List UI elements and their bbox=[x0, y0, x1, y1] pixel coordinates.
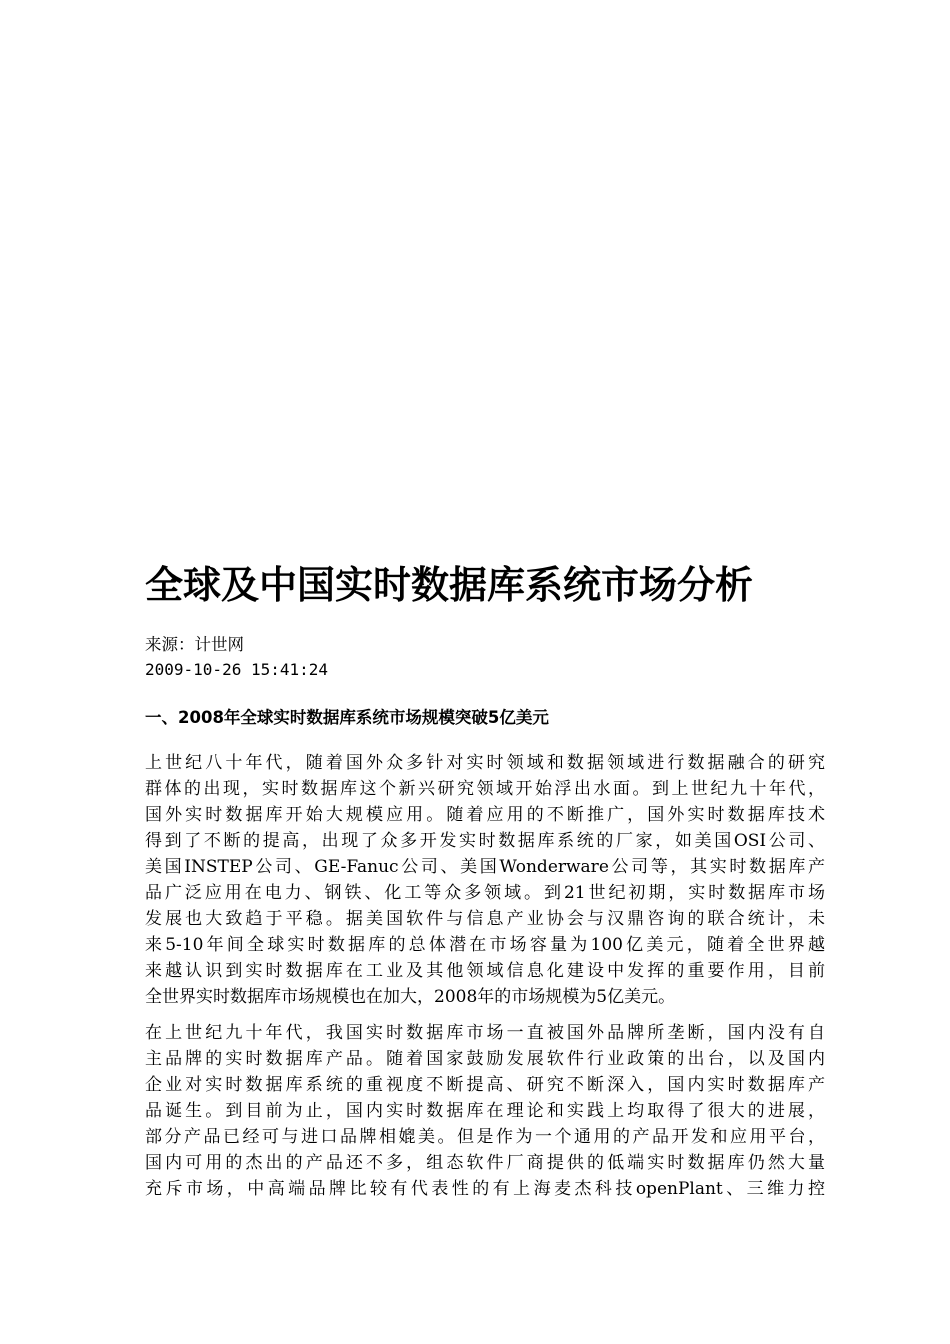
paragraph-line: 全世界实时数据库市场规模也在加大，2008年的市场规模为5亿美元。 bbox=[145, 987, 676, 1007]
paragraph-line: 上世纪八十年代，随着国外众多针对实时领域和数据领域进行数据融合的研究 bbox=[145, 753, 825, 773]
paragraph-line: 发展也大致趋于平稳。据美国软件与信息产业协会与汉鼎咨询的联合统计，未 bbox=[145, 909, 825, 929]
section-heading: 一、2008年全球实时数据库系统市场规模突破5亿美元 bbox=[145, 708, 549, 727]
paragraph-line: 国外实时数据库开始大规模应用。随着应用的不断推广，国外实时数据库技术 bbox=[145, 805, 825, 825]
paragraph-line: 来越认识到实时数据库在工业及其他领域信息化建设中发挥的重要作用，目前 bbox=[145, 961, 825, 981]
publish-datetime: 2009-10-26 15:41:24 bbox=[145, 660, 329, 679]
paragraph-line: 主品牌的实时数据库产品。随着国家鼓励发展软件行业政策的出台，以及国内 bbox=[145, 1049, 825, 1069]
document-title: 全球及中国实时数据库系统市场分析 bbox=[145, 563, 754, 607]
paragraph-2 bbox=[145, 1020, 825, 1202]
paragraph-line: 品诞生。到目前为止，国内实时数据库在理论和实践上均取得了很大的进展， bbox=[145, 1101, 825, 1121]
paragraph-1 bbox=[145, 750, 825, 1010]
paragraph-line: 美国INSTEP公司、GE-Fanuc公司、美国Wonderware公司等，其实时数据库产 bbox=[145, 857, 825, 877]
paragraph-line: 品广泛应用在电力、钢铁、化工等众多领域。到21世纪初期，实时数据库市场 bbox=[145, 883, 825, 903]
paragraph-line: 企业对实时数据库系统的重视度不断提高、研究不断深入，国内实时数据库产 bbox=[145, 1075, 825, 1095]
paragraph-line: 群体的出现，实时数据库这个新兴研究领域开始浮出水面。到上世纪九十年代， bbox=[145, 779, 825, 799]
paragraph-line: 国内可用的杰出的产品还不多，组态软件厂商提供的低端实时数据库仍然大量 bbox=[145, 1153, 825, 1173]
paragraph-line: 充斥市场，中高端品牌比较有代表性的有上海麦杰科技openPlant、三维力控 bbox=[145, 1179, 825, 1199]
source-line: 来源：计世网 bbox=[145, 635, 244, 654]
paragraph-line: 来5-10年间全球实时数据库的总体潜在市场容量为100亿美元，随着全世界越 bbox=[145, 935, 825, 955]
paragraph-line: 得到了不断的提高，出现了众多开发实时数据库系统的厂家，如美国OSI公司、 bbox=[145, 831, 825, 851]
paragraph-line: 在上世纪九十年代，我国实时数据库市场一直被国外品牌所垄断，国内没有自 bbox=[145, 1023, 825, 1043]
paragraph-line: 部分产品已经可与进口品牌相媲美。但是作为一个通用的产品开发和应用平台， bbox=[145, 1127, 825, 1147]
